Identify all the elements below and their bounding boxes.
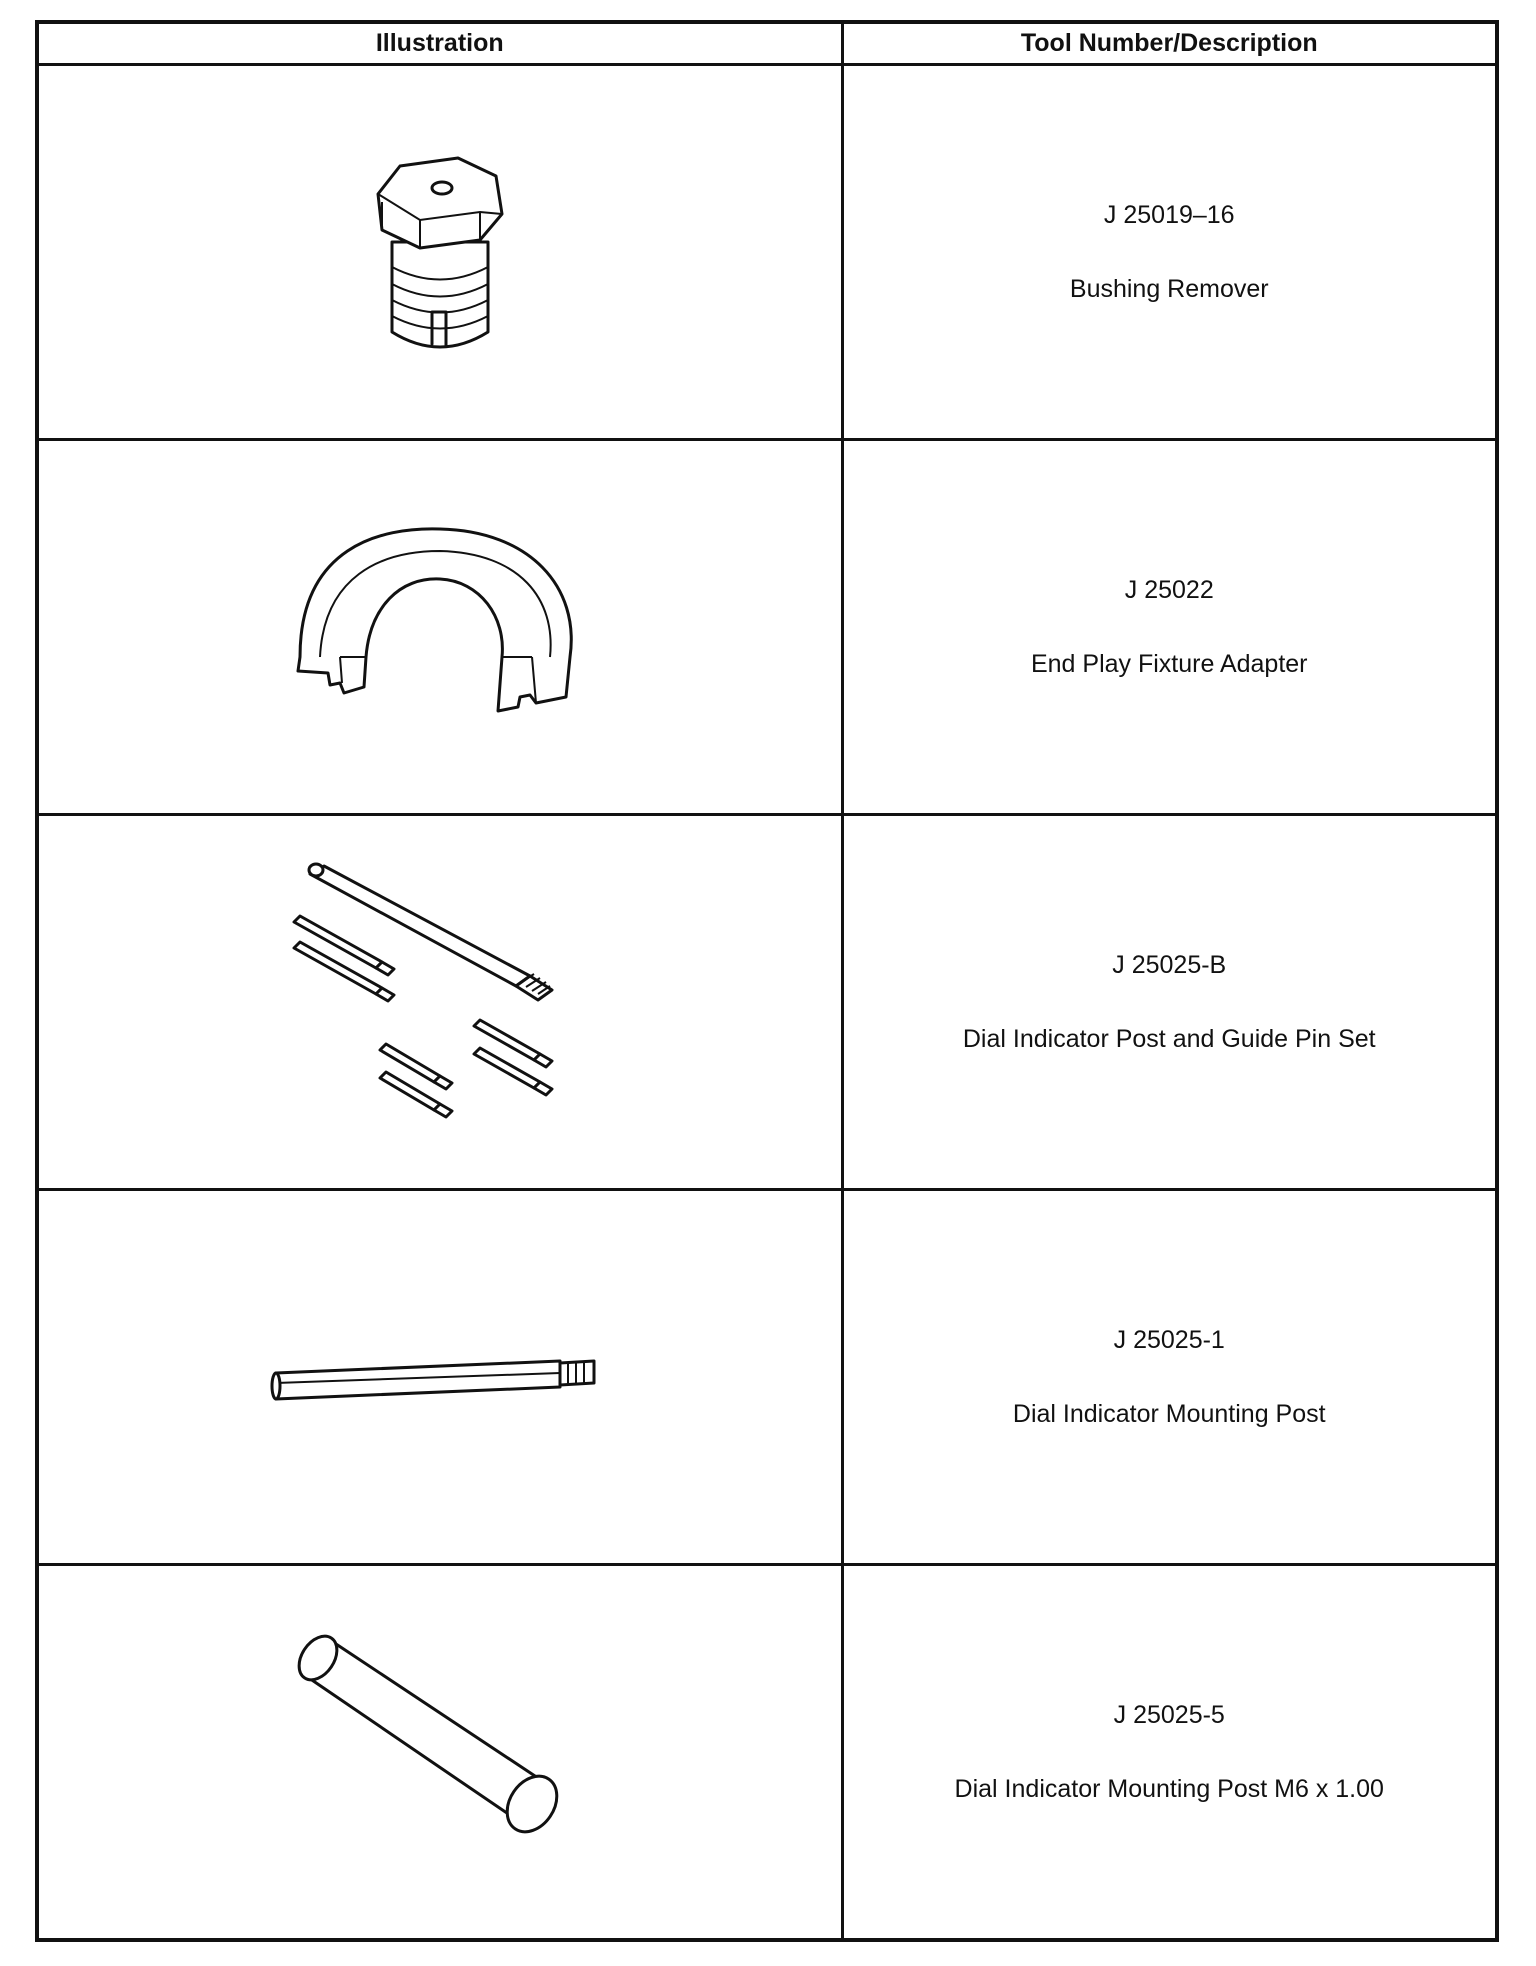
tool-number: J 25022	[1124, 576, 1214, 604]
tool-number: J 25019–16	[1103, 201, 1235, 229]
table-row	[37, 1565, 1497, 1941]
dial-indicator-mounting-post-icon	[260, 1317, 620, 1437]
description-cell	[842, 815, 1497, 1190]
table-row	[37, 65, 1497, 440]
tool-number: J 25025-1	[1113, 1326, 1225, 1354]
illustration-cell	[37, 65, 842, 440]
bushing-remover-icon	[290, 132, 590, 372]
header-illustration: Illustration	[37, 22, 842, 65]
dial-indicator-mounting-post-m6-icon	[280, 1632, 600, 1872]
description-cell	[842, 1190, 1497, 1565]
tool-number: J 25025-B	[1112, 951, 1227, 979]
special-tools-table	[35, 20, 1499, 1942]
table-row	[37, 1190, 1497, 1565]
tool-description: Bushing Remover	[1069, 275, 1269, 303]
dial-indicator-post-guide-pin-set-icon	[280, 852, 600, 1152]
illustration-cell	[37, 1565, 842, 1941]
description-cell	[842, 65, 1497, 440]
description-cell	[842, 1565, 1497, 1941]
illustration-cell	[37, 815, 842, 1190]
tool-description: Dial Indicator Mounting Post M6 x 1.00	[954, 1775, 1384, 1803]
tool-description: Dial Indicator Mounting Post	[1012, 1400, 1326, 1428]
illustration-cell	[37, 440, 842, 815]
header-tool-number-description: Tool Number/Description	[842, 22, 1497, 65]
table-row	[37, 440, 1497, 815]
table-header-row	[37, 22, 1497, 65]
table-row	[37, 815, 1497, 1190]
tool-description: End Play Fixture Adapter	[1030, 650, 1308, 678]
description-cell	[842, 440, 1497, 815]
end-play-fixture-adapter-icon	[280, 507, 600, 747]
illustration-cell	[37, 1190, 842, 1565]
tool-description: Dial Indicator Post and Guide Pin Set	[962, 1025, 1376, 1053]
tool-number: J 25025-5	[1113, 1701, 1225, 1729]
